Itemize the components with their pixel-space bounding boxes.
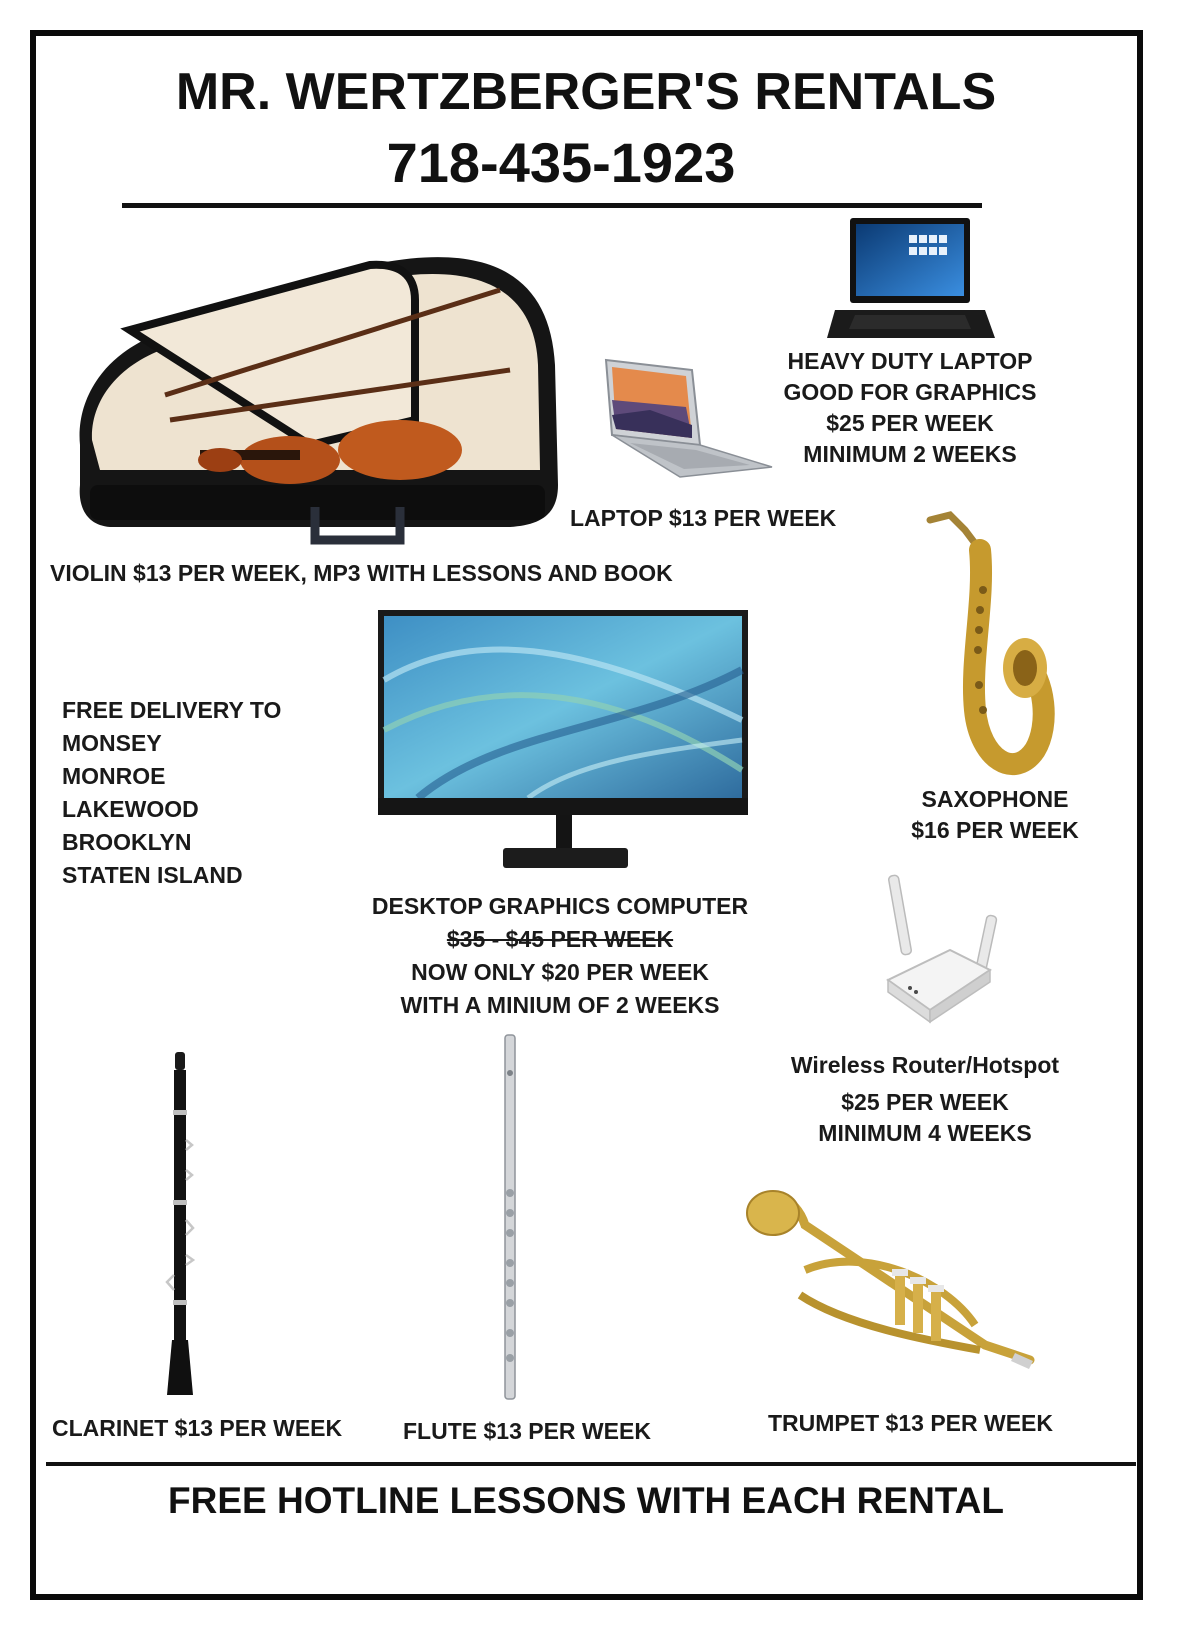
clarinet-image — [160, 1050, 200, 1400]
desktop-caption — [340, 890, 780, 1022]
laptop-caption: LAPTOP $13 PER WEEK — [570, 505, 837, 531]
router-price: $25 PER WEEK — [841, 1089, 1009, 1115]
router-image — [880, 870, 1010, 1030]
trumpet-image — [745, 1185, 1035, 1385]
header-divider — [122, 203, 982, 208]
delivery-town: MONSEY — [62, 730, 162, 756]
laptop-image — [600, 355, 775, 480]
clarinet-caption: CLARINET $13 PER WEEK — [52, 1415, 343, 1441]
desktop-old-price: $35 - $45 PER WEEK — [446, 926, 674, 952]
saxophone-caption: SAXOPHONE $16 PER WEEK — [911, 786, 1079, 843]
router-minimum: MINIMUM 4 WEEKS — [818, 1120, 1032, 1146]
phone-number: 718-435-1923 — [386, 131, 736, 194]
monitor-image — [378, 610, 750, 872]
router-caption — [770, 1050, 1080, 1149]
delivery-list — [62, 694, 281, 892]
delivery-town: MONROE — [62, 763, 166, 789]
desktop-title: DESKTOP GRAPHICS COMPUTER — [371, 893, 749, 919]
delivery-town: STATEN ISLAND — [62, 862, 243, 888]
heavy-laptop-image — [825, 215, 1000, 345]
delivery-town: LAKEWOOD — [62, 796, 199, 822]
footer-text: FREE HOTLINE LESSONS WITH EACH RENTAL — [168, 1480, 1004, 1521]
desktop-minimum: WITH A MINIUM OF 2 WEEKS — [400, 992, 720, 1018]
heavy-laptop-caption: HEAVY DUTY LAPTOP GOOD FOR GRAPHICS $25 PER WEEK MINIMUM 2 WEEKS — [783, 348, 1037, 467]
delivery-heading: FREE DELIVERY TO — [62, 697, 282, 723]
router-title: Wireless Router/Hotspot — [790, 1052, 1060, 1078]
footer-divider — [46, 1462, 1136, 1466]
flute-caption: FLUTE $13 PER WEEK — [403, 1418, 651, 1444]
trumpet-caption: TRUMPET $13 PER WEEK — [768, 1410, 1053, 1436]
page-title: MR. WERTZBERGER'S RENTALS — [175, 63, 997, 121]
violin-caption: VIOLIN $13 PER WEEK, MP3 WITH LESSONS AND BOOK — [50, 560, 673, 586]
delivery-town: BROOKLYN — [62, 829, 192, 855]
desktop-new-price: NOW ONLY $20 PER WEEK — [411, 959, 709, 985]
flute-image — [495, 1033, 525, 1403]
saxophone-image — [925, 510, 1060, 785]
violin-case-image — [70, 245, 565, 550]
